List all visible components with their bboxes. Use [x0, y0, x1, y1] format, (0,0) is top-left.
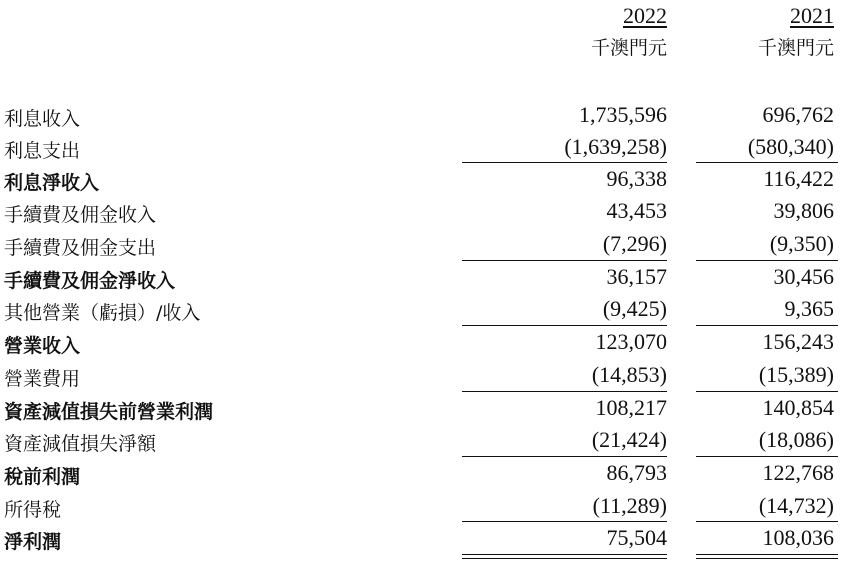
- value-2021: 116,422: [763, 166, 834, 191]
- subtotal-rule-2021: [696, 260, 838, 261]
- value-2022: 108,217: [595, 395, 667, 420]
- row-label: 手續費及佣金淨收入: [4, 270, 176, 292]
- value-2022: 86,793: [606, 460, 667, 485]
- row-label: 所得稅: [4, 499, 62, 521]
- column-header-2022: [591, 3, 667, 60]
- value-2022: (21,424): [591, 427, 667, 452]
- value-2021: 140,854: [762, 395, 834, 420]
- total-double-rule-2022: [462, 554, 667, 559]
- subtotal-rule-2021: [696, 162, 838, 163]
- value-2022: 43,453: [606, 198, 667, 223]
- subtotal-rule-2022: [462, 521, 667, 522]
- row-label: 淨利潤: [4, 531, 62, 553]
- row-label: 其他營業（虧損）/收入: [4, 302, 201, 324]
- row-profit-before-tax: [0, 458, 852, 490]
- subtotal-rule-2022: [462, 325, 667, 326]
- year-2022: 2022: [623, 3, 667, 28]
- value-2021: 696,762: [762, 102, 834, 127]
- row-label: 營業收入: [4, 335, 81, 357]
- value-2021: (580,340): [747, 134, 834, 159]
- value-2021: 39,806: [773, 198, 834, 223]
- value-2021: (15,389): [758, 362, 834, 387]
- subtotal-rule-2021: [696, 391, 838, 392]
- row-net-profit: [0, 523, 852, 555]
- row-fee-expense: [0, 229, 852, 261]
- value-2022: 75,504: [606, 525, 667, 550]
- value-2022: (7,296): [602, 231, 667, 256]
- subtotal-rule-2021: [696, 456, 838, 457]
- row-interest-income: [0, 100, 852, 132]
- row-operating-profit-before-impairment: [0, 393, 852, 425]
- subtotal-rule-2022: [462, 391, 667, 392]
- row-net-fee-income: [0, 262, 852, 294]
- row-income-tax: [0, 491, 852, 523]
- value-2022: 96,338: [606, 166, 667, 191]
- column-header-2021: [758, 3, 834, 60]
- subtotal-rule-2022: [462, 260, 667, 261]
- subtotal-rule-2022: [462, 456, 667, 457]
- value-2021: 30,456: [773, 264, 834, 289]
- row-label: 資產減值損失前營業利潤: [4, 401, 214, 423]
- value-2022: (1,639,258): [564, 134, 667, 159]
- value-2021: (18,086): [758, 427, 834, 452]
- value-2022: 1,735,596: [579, 102, 667, 127]
- value-2022: (11,289): [592, 493, 667, 518]
- total-double-rule-2021: [696, 554, 838, 559]
- row-label: 利息支出: [4, 140, 81, 162]
- unit-2022: 千澳門元: [590, 37, 667, 59]
- unit-2021: 千澳門元: [757, 37, 834, 59]
- value-2021: 108,036: [762, 525, 834, 550]
- row-interest-expense: [0, 132, 852, 164]
- value-2021: 156,243: [762, 329, 834, 354]
- value-2022: 123,070: [595, 329, 667, 354]
- subtotal-rule-2022: [462, 162, 667, 163]
- value-2021: 9,365: [784, 296, 834, 321]
- row-operating-income: [0, 327, 852, 359]
- row-other-operating: [0, 294, 852, 326]
- row-label: 利息淨收入: [4, 172, 100, 194]
- row-label: 資產減值損失淨額: [4, 433, 157, 455]
- value-2022: (9,425): [602, 296, 667, 321]
- row-label: 稅前利潤: [4, 466, 81, 488]
- value-2021: (9,350): [769, 231, 834, 256]
- year-2021: 2021: [790, 3, 834, 28]
- row-operating-expenses: [0, 360, 852, 392]
- row-label: 營業費用: [4, 368, 81, 390]
- value-2021: 122,768: [762, 460, 834, 485]
- row-fee-income: [0, 196, 852, 228]
- subtotal-rule-2021: [696, 521, 838, 522]
- value-2022: (14,853): [591, 362, 667, 387]
- row-label: 手續費及佣金支出: [4, 237, 157, 259]
- row-net-interest-income: [0, 164, 852, 196]
- value-2021: (14,732): [758, 493, 834, 518]
- row-label: 手續費及佣金收入: [4, 204, 157, 226]
- subtotal-rule-2021: [696, 325, 838, 326]
- row-net-impairment: [0, 425, 852, 457]
- row-label: 利息收入: [4, 108, 81, 130]
- value-2022: 36,157: [606, 264, 667, 289]
